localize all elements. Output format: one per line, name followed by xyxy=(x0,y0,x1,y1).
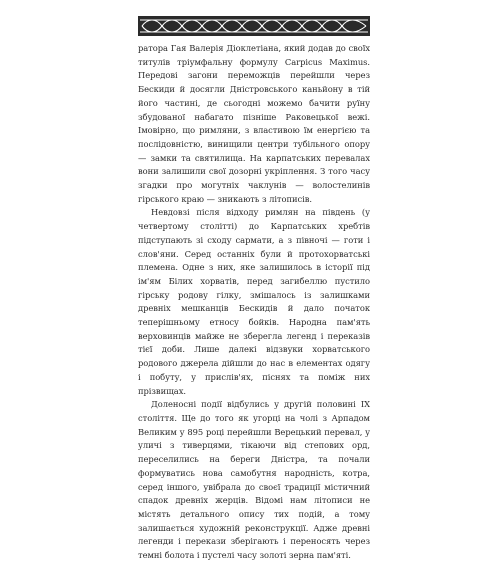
decorative-border-ornament xyxy=(138,16,370,36)
page-text-block xyxy=(138,42,370,563)
paragraph-3: Доленосні події відбулись у другій половині IX століття. Ще до того як угорці на чолі з Арпадом Великим у 895 році перейшли Верецький перевал, у уличі з тиверцями, тікаючи від степових орд, переселились на береги Дністра, та почали формуватись нова самобутня народність, котра, серед іншого, увібрала до своєї традиції містичний спадок древніх жерців. Відомі нам літописи не містять детального опису тих подій, а тому залишається художній реконструкції. Адже древні легенди і перекази зберігають і переносять через темні болота і пустелі часу золоті зерна пам'яті. xyxy=(138,399,370,561)
paragraph-2: Невдовзі після відходу римлян на південь (у четвертому столітті) до Карпатських хребтів підступають зі сходу сармати, а з півночі — готи і слов'яни. Серед останніх були й протохорватські племена. Одне з них, яке залишилось в історії під ім'ям Білих хорватів, перед загибеллю пустило гірську родову гілку, змішалось із залишками древніх мешканців Бескидів й дало початок теперішньому етносу бойків. Народна пам'ять верховинців майже не зберегла легенд і переказів тієї доби. Лише далекі відзвуки хорватського родового джерела дійшли до нас в елементах одягу і побуту, у прислів'ях, піснях та поміж них прізвищах. xyxy=(138,207,370,396)
paragraph-1: ратора Гая Валерія Діоклетіана, який додав до своїх титулів тріумфальну формулу Carpicus Maximus. Передові загони переможців перейшли через Бескиди й досягли Дністровського каньйону в тій його частині, де сьогодні можемо бачити руїну збудованої набагато пізніше Раковецької вежі. Імовірно, що римляни, з властивою їм енергією та послідовністю, винищили центри тубільного опору — замки та святилища. На карпатських перевалах вони залишили свої дозорні укріплення. З того часу згадки про могутніх чаклунів — волостелинів гірського краю — зникають з літописів. xyxy=(138,43,370,204)
